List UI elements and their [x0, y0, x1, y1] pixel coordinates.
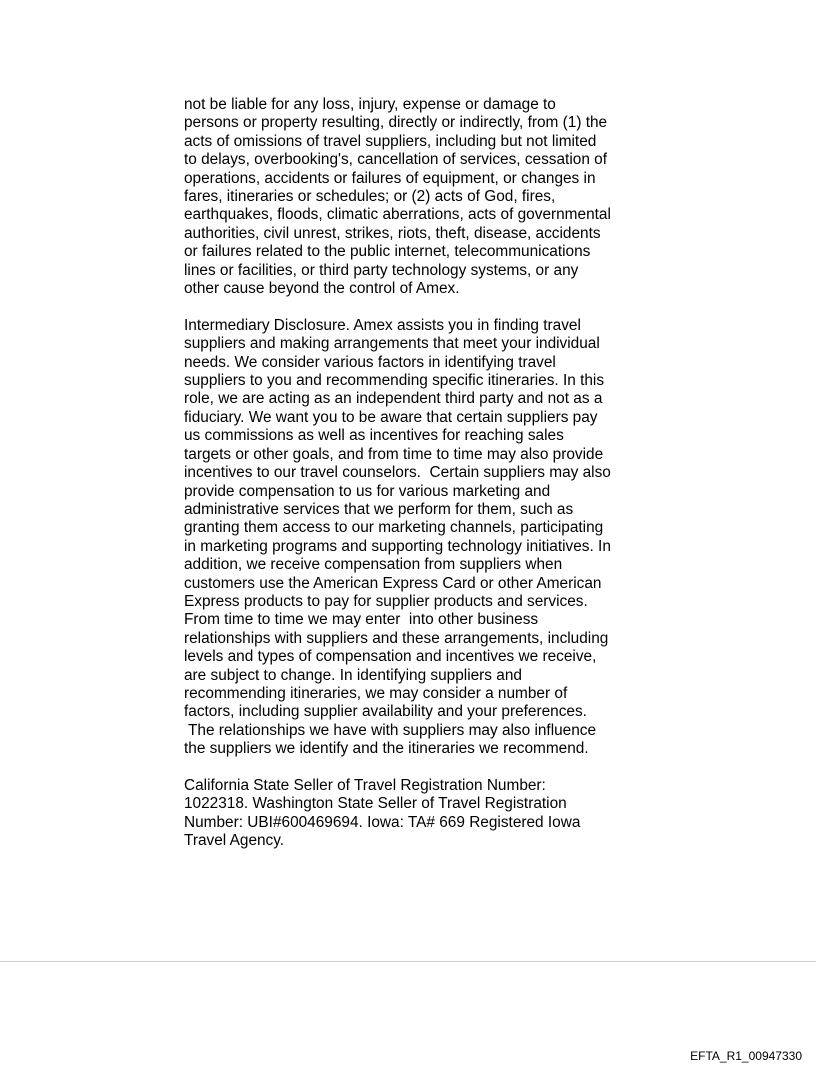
text-line: earthquakes, floods, climatic aberrations, acts of governmental	[184, 206, 611, 224]
text-line: to delays, overbooking's, cancellation of services, cessation of	[184, 151, 607, 169]
document-body	[184, 96, 640, 869]
text-line: From time to time we may enter into other business	[184, 611, 539, 629]
text-line: provide compensation to us for various marketing and	[184, 482, 551, 500]
text-line: The relationships we have with suppliers may also influence	[184, 721, 597, 739]
text-line: Travel Agency.	[184, 832, 285, 850]
text-line: factors, including supplier availability and your preferences.	[184, 703, 587, 721]
text-line: fares, itineraries or schedules; or (2) acts of God, fires,	[184, 188, 556, 206]
text-line: 1022318. Washington State Seller of Travel Registration	[184, 795, 567, 813]
paragraph-registration	[184, 777, 640, 851]
text-line: addition, we receive compensation from suppliers when	[184, 556, 563, 574]
text-line: recommending itineraries, we may consider a number of	[184, 684, 568, 702]
text-line: acts of omissions of travel suppliers, including but not limited	[184, 132, 597, 150]
text-line: customers use the American Express Card or other American	[184, 574, 602, 592]
text-line: or failures related to the public internet, telecommunications	[184, 243, 591, 261]
text-line: us commissions as well as incentives for reaching sales	[184, 427, 564, 445]
text-line: Number: UBI#600469694. Iowa: TA# 669 Registered Iowa	[184, 813, 581, 831]
text-line: needs. We consider various factors in identifying travel	[184, 353, 556, 371]
text-line: levels and types of compensation and incentives we receive,	[184, 648, 597, 666]
text-line: not be liable for any loss, injury, expense or damage to	[184, 96, 556, 113]
text-line: the suppliers we identify and the itineraries we recommend.	[184, 740, 589, 758]
text-line: incentives to our travel counselors. Certain suppliers may also	[184, 464, 611, 482]
text-line: fiduciary. We want you to be aware that certain suppliers pay	[184, 408, 598, 426]
text-line: are subject to change. In identifying suppliers and	[184, 666, 522, 684]
text-line: lines or facilities, or third party technology systems, or any	[184, 261, 579, 279]
text-line: relationships with suppliers and these arrangements, including	[184, 629, 609, 647]
text-line: California State Seller of Travel Registration Number:	[184, 777, 546, 794]
text-line: other cause beyond the control of Amex.	[184, 280, 460, 298]
text-line: granting them access to our marketing channels, participating	[184, 519, 604, 537]
text-line: operations, accidents or failures of equipment, or changes in	[184, 169, 596, 187]
text-line: suppliers and making arrangements that meet your individual	[184, 335, 600, 353]
text-line: Express products to pay for supplier products and services.	[184, 592, 588, 610]
text-line: suppliers to you and recommending specific itineraries. In this	[184, 372, 605, 390]
paragraph-intermediary-disclosure	[184, 317, 640, 759]
text-line: authorities, civil unrest, strikes, riots, theft, disease, accidents	[184, 224, 601, 242]
text-line: administrative services that we perform for them, such as	[184, 500, 574, 518]
text-line: in marketing programs and supporting technology initiatives. In	[184, 537, 611, 555]
document-id: EFTA_R1_00947330	[690, 1049, 802, 1063]
page-divider	[0, 961, 816, 962]
text-line: Intermediary Disclosure. Amex assists you in finding travel	[184, 316, 581, 334]
paragraph-liability	[184, 96, 640, 298]
text-line: targets or other goals, and from time to time may also provide	[184, 445, 604, 463]
text-line: role, we are acting as an independent third party and not as a	[184, 390, 603, 408]
text-line: persons or property resulting, directly or indirectly, from (1) the	[184, 114, 608, 132]
